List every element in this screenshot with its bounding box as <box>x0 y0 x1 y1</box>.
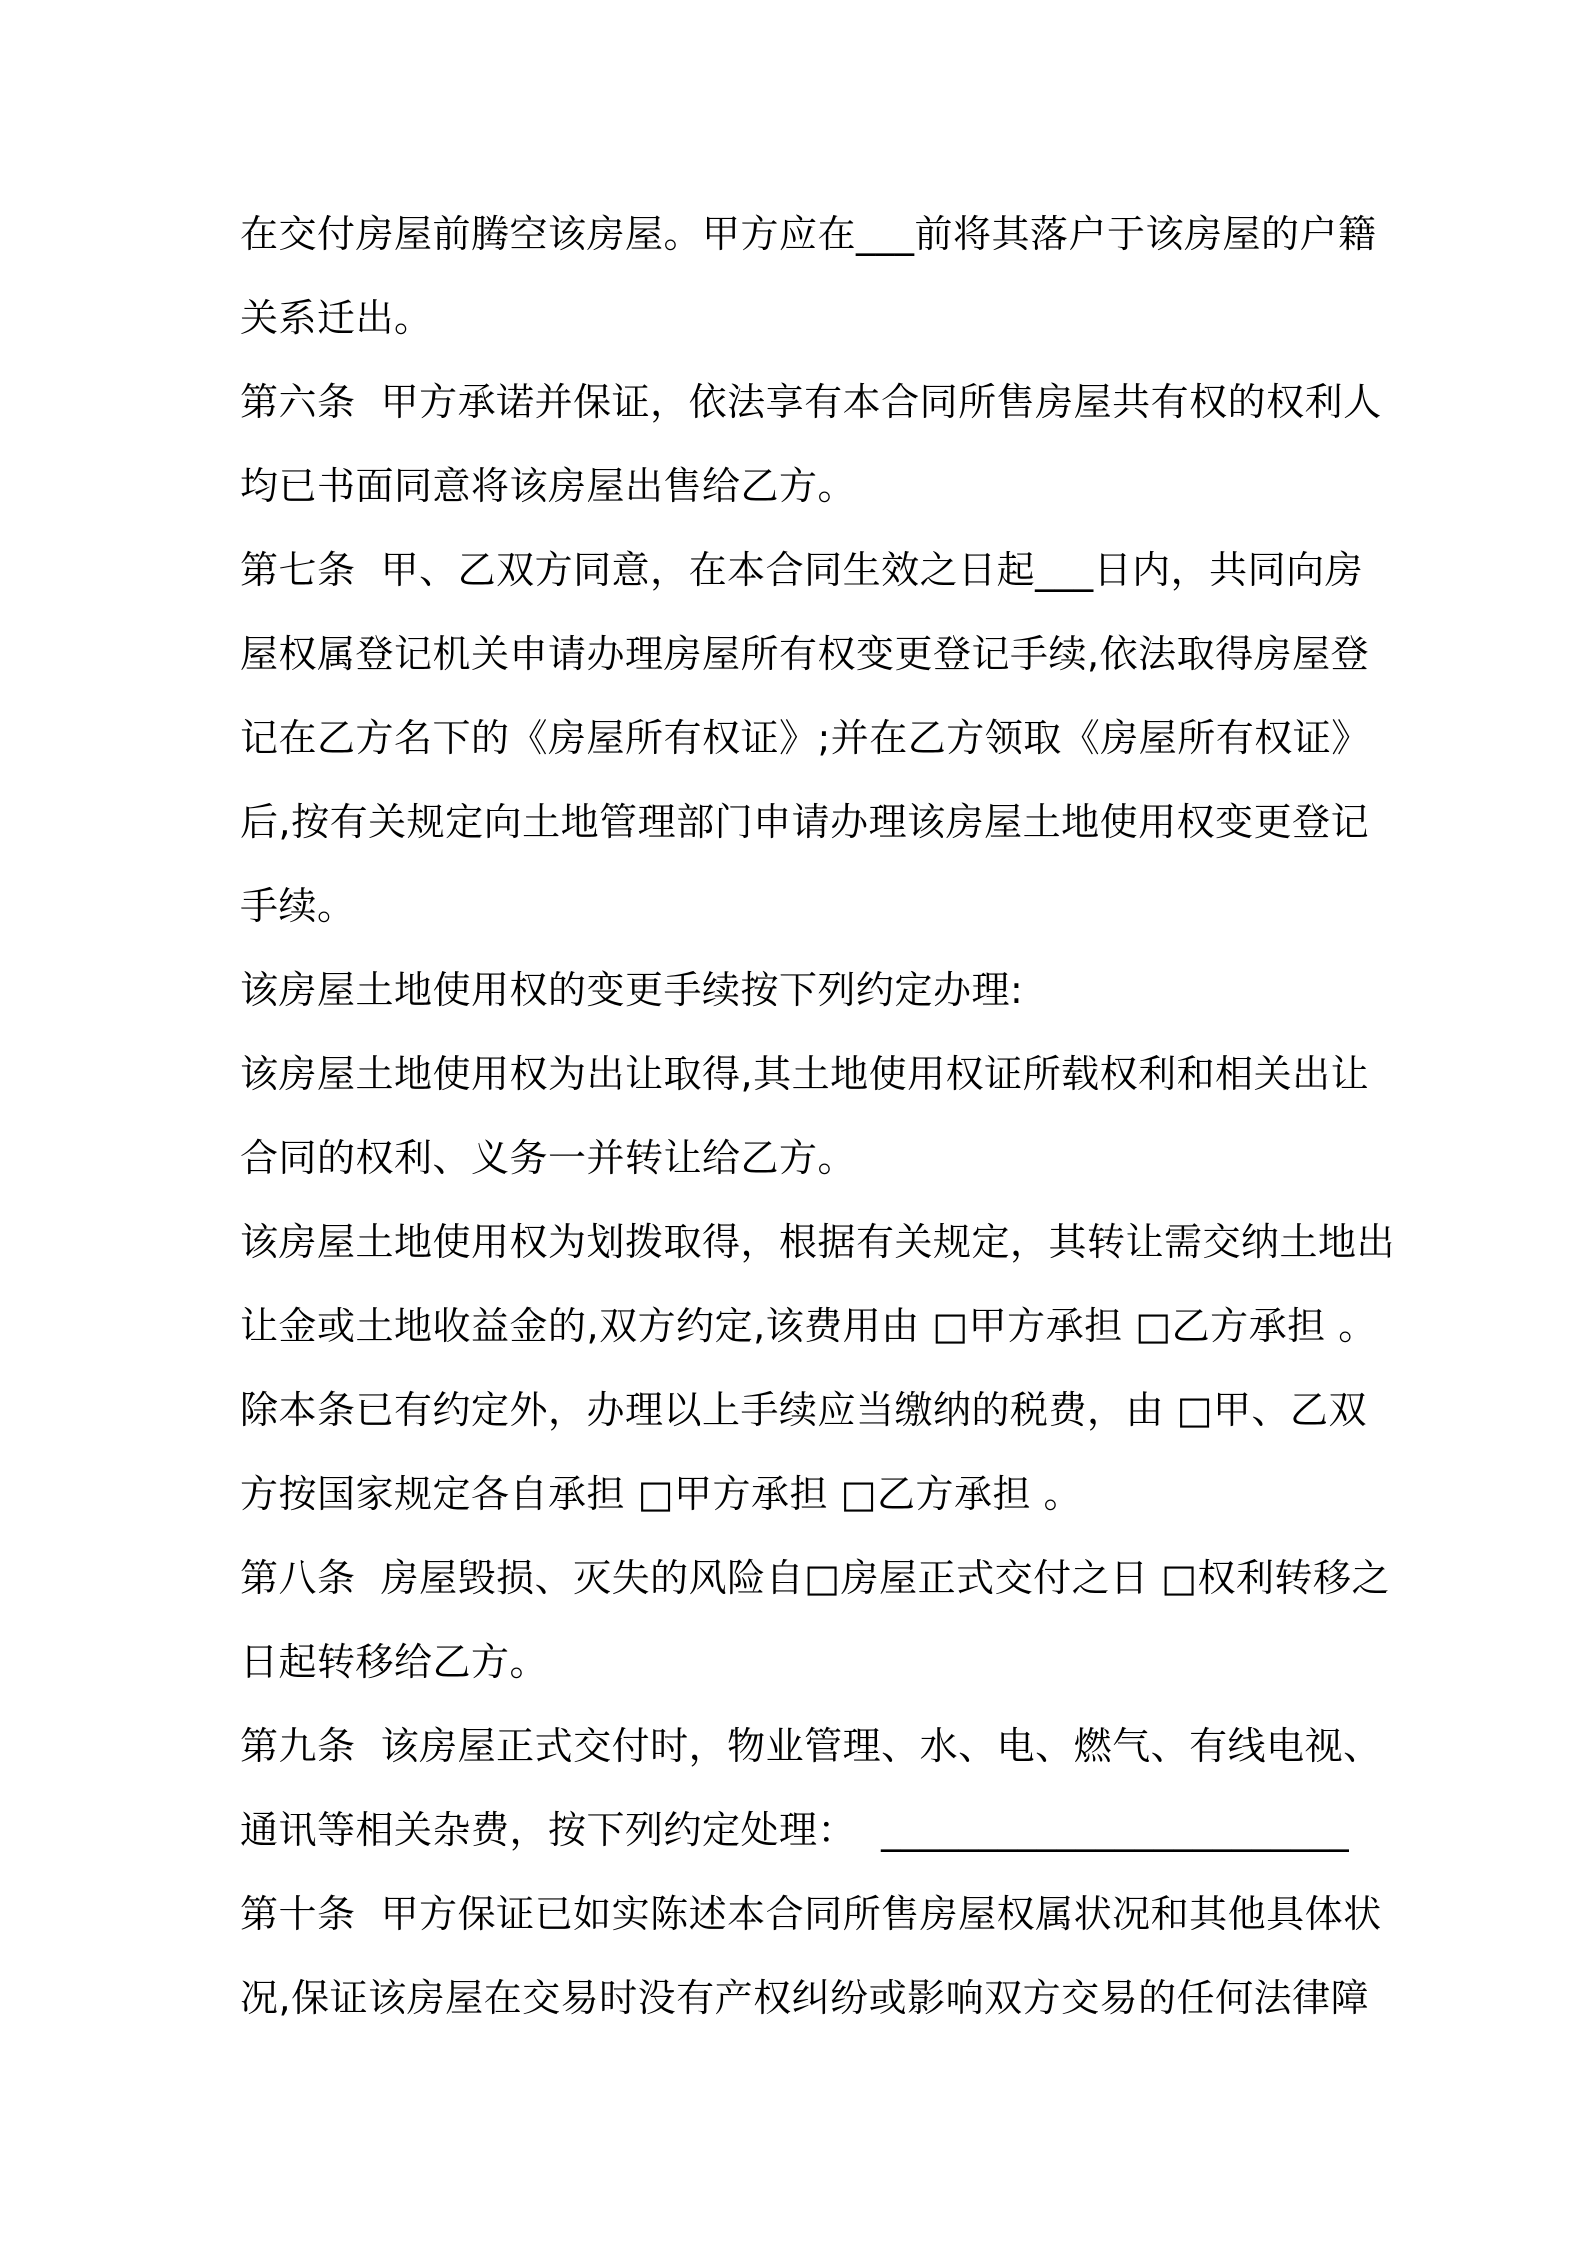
article-8-line: 第八条 房屋毁损、灭失的风险自□房屋正式交付之日 □权利转移之 <box>240 1556 1391 1600</box>
text-line: 况,保证该房屋在交易时没有产权纠纷或影响双方交易的任何法律障 <box>240 1976 1370 2020</box>
article-9-line: 第九条 该房屋正式交付时，物业管理、水、电、燃气、有线电视、 <box>240 1724 1382 1768</box>
text-line: 均已书面同意将该房屋出售给乙方。 <box>240 464 857 508</box>
article-7-line: 第七条 甲、乙双方同意，在本合同生效之日起___日内，共同向房 <box>240 548 1364 592</box>
checkbox-option-line: 让金或土地收益金的,双方约定,该费用由 □甲方承担 □乙方承担 。 <box>240 1304 1377 1348</box>
text-line: 在交付房屋前腾空该房屋。甲方应在___前将其落户于该房屋的户籍 <box>240 212 1377 256</box>
text-line: 日起转移给乙方。 <box>240 1640 549 1684</box>
text-line: 关系迁出。 <box>240 296 433 340</box>
text-line: 合同的权利、义务一并转让给乙方。 <box>240 1136 857 1180</box>
text-line: 手续。 <box>240 884 356 928</box>
article-6-line: 第六条 甲方承诺并保证，依法享有本合同所售房屋共有权的权利人 <box>240 380 1382 424</box>
checkbox-option-line: 方按国家规定各自承担 □甲方承担 □乙方承担 。 <box>240 1472 1083 1516</box>
text-line: 通讯等相关杂费，按下列约定处理： ________________________ <box>240 1808 1350 1852</box>
article-10-line: 第十条 甲方保证已如实陈述本合同所售房屋权属状况和其他具体状 <box>240 1892 1382 1936</box>
checkbox-option-line: 除本条已有约定外，办理以上手续应当缴纳的税费，由 □甲、乙双 <box>240 1388 1367 1432</box>
text-line: 记在乙方名下的《房屋所有权证》;并在乙方领取《房屋所有权证》 <box>240 716 1370 760</box>
text-line: 该房屋土地使用权为划拨取得，根据有关规定，其转让需交纳土地出 <box>240 1220 1396 1264</box>
text-line: 屋权属登记机关申请办理房屋所有权变更登记手续,依法取得房屋登 <box>240 632 1370 676</box>
text-line: 该房屋土地使用权的变更手续按下列约定办理: <box>240 968 1024 1012</box>
text-line: 该房屋土地使用权为出让取得,其土地使用权证所载权利和相关出让 <box>240 1052 1370 1096</box>
contract-page <box>240 192 1396 2040</box>
text-line: 后,按有关规定向土地管理部门申请办理该房屋土地使用权变更登记 <box>240 800 1370 844</box>
